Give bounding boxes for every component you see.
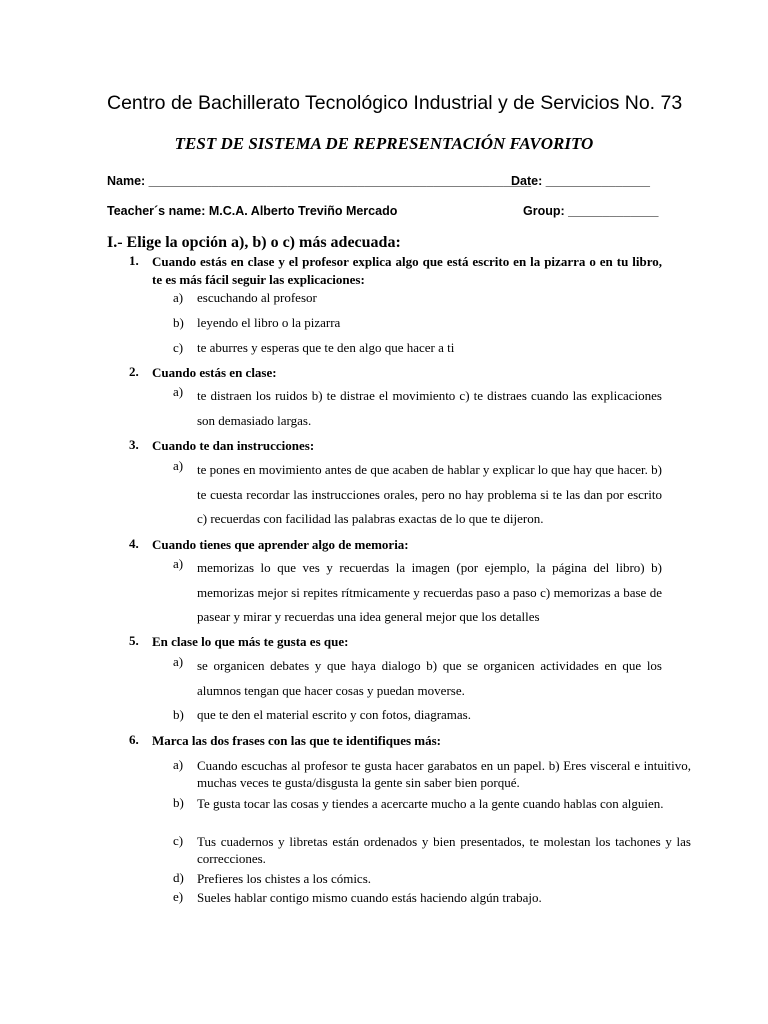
option-text: te pones en movimiento antes de que acaben de hablar y explicar lo que hay que hacer. b) te cuesta recordar las instrucciones orales, pero no hay problema si te las dan por escrito c) recuerdas con facilidad las palabras exactas de lo que te dijeron. (197, 462, 662, 526)
question-text: En clase lo que más te gusta es que: (152, 634, 349, 649)
option-text: Tus cuadernos y libretas están ordenados y bien presentados, te molestan los tachones y las correcciones. (197, 834, 691, 866)
question-number: 3. (129, 437, 139, 452)
option-letter: a) (173, 290, 184, 305)
question-text: Cuando te dan instrucciones: (152, 438, 315, 453)
option-letter: a) (173, 757, 184, 772)
option-text: Te gusta tocar las cosas y tiendes a acercarte mucho a la gente cuando hablas con alguien. (197, 796, 664, 811)
option-letter: a) (173, 654, 184, 669)
option-text: leyendo el libro o la pizarra (197, 315, 341, 330)
date-field: Date: _______________ (511, 174, 651, 188)
option-letter: d) (173, 870, 184, 885)
question-number: 5. (129, 633, 139, 648)
option-text: Cuando escuchas al profesor te gusta hacer garabatos en un papel. b) Eres visceral e intuitivo, muchas veces te gusta/disgusta la gente sin saber bien porqué. (197, 758, 691, 790)
option-text: Sueles hablar contigo mismo cuando estás haciendo algún trabajo. (197, 890, 542, 905)
name-field: Name: _______________________________________________________ (107, 174, 532, 188)
option-text: se organicen debates y que haya dialogo b) que se organicen actividades en que los alumnos tengan que hacer cosas y puedan moverse. (197, 658, 662, 698)
question-number: 6. (129, 732, 139, 747)
test-title: TEST DE SISTEMA DE REPRESENTACIÓN FAVORITO (174, 134, 594, 153)
question-number: 1. (129, 253, 139, 268)
question-number: 2. (129, 364, 139, 379)
option-letter: a) (173, 384, 184, 399)
option-letter: a) (173, 458, 184, 473)
group-field: Group: _____________ (523, 204, 659, 218)
option-letter: e) (173, 889, 184, 904)
question-number: 4. (129, 536, 139, 551)
question-text: Cuando estás en clase: (152, 365, 277, 380)
option-text: que te den el material escrito y con fotos, diagramas. (197, 707, 471, 722)
option-text: escuchando al profesor (197, 290, 317, 305)
option-letter: b) (173, 315, 184, 330)
option-text: memorizas lo que ves y recuerdas la imagen (por ejemplo, la página del libro) b) memorizas mejor si repites rítmicamente y recuerdas paso a paso c) memorizas a base de pasear y mirar y recuerdas una idea general mejor que los detalles (197, 560, 662, 624)
teacher-name: Teacher´s name: M.C.A. Alberto Treviño Mercado (107, 204, 398, 218)
section-heading: I.- Elige la opción a), b) o c) más adecuada: (107, 234, 401, 251)
option-letter: a) (173, 556, 184, 571)
question-text: Marca las dos frases con las que te identifiques más: (152, 733, 442, 748)
option-letter: b) (173, 707, 184, 722)
option-letter: b) (173, 795, 184, 810)
option-text: te aburres y esperas que te den algo que hacer a ti (197, 340, 455, 355)
option-text: Prefieres los chistes a los cómics. (197, 871, 372, 886)
school-name: Centro de Bachillerato Tecnológico Industrial y de Servicios No. 73 (107, 92, 683, 114)
option-letter: c) (173, 340, 184, 355)
question-text: Cuando tienes que aprender algo de memoria: (152, 537, 409, 552)
option-text: te distraen los ruidos b) te distrae el movimiento c) te distraes cuando las explicaciones son demasiado largas. (197, 388, 662, 428)
question-text: Cuando estás en clase y el profesor explica algo que está escrito en la pizarra o en tu libro, te es más fácil seguir las explicaciones: (152, 254, 662, 287)
option-letter: c) (173, 833, 184, 848)
